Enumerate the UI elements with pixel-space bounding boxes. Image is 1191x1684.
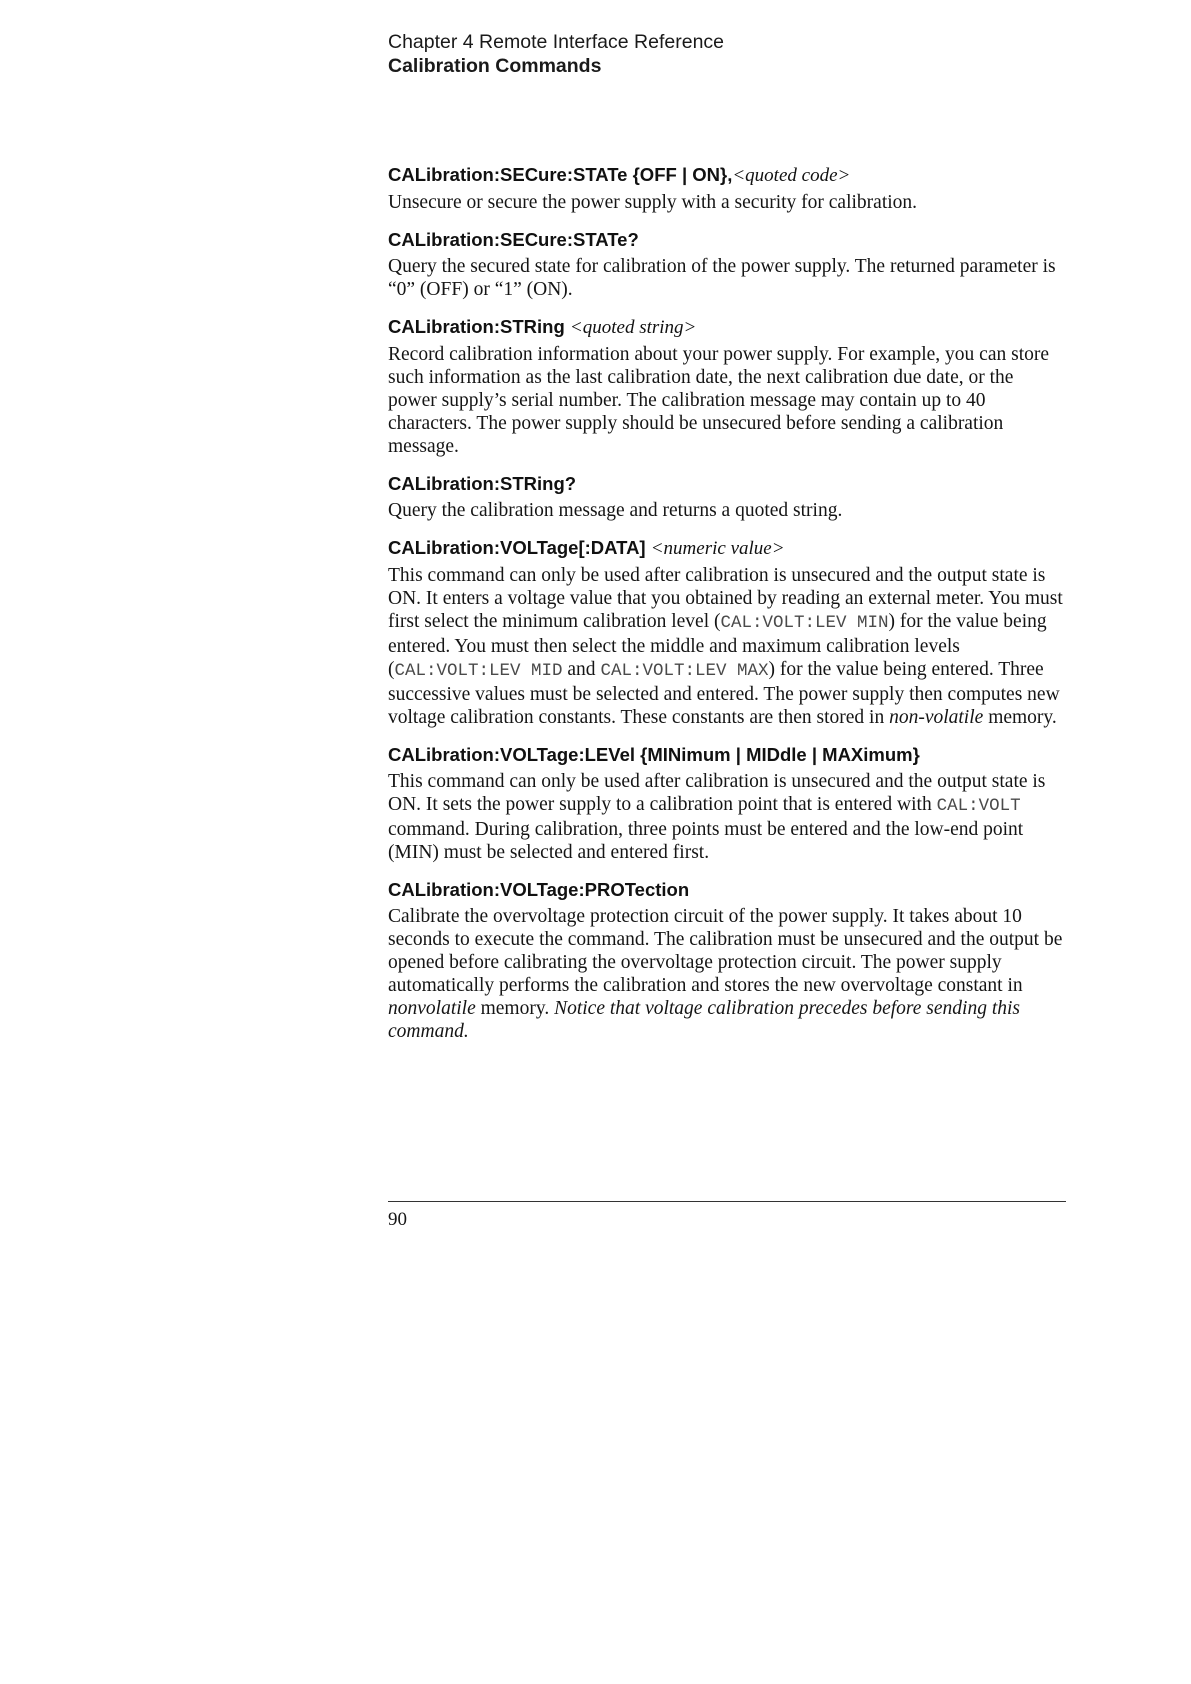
command-name: CALibration:STRing? [388,473,577,494]
section-title: Calibration Commands [388,55,602,77]
description-text: ) for the value being entered. Three successive values must be selected and entered. The power supply then computes new voltage calibration constants. These constants are then stored in [388,659,1060,728]
command-parameter: <quoted code> [732,165,851,186]
command-syntax [388,536,1066,561]
description-text: memory. [983,707,1057,728]
description-text: ) for the value being entered. You must then select the middle and maximum calibration levels ( [388,611,1047,680]
command-syntax [388,315,1066,340]
command-description [388,905,1066,1043]
command-list [388,163,1066,1057]
code-snippet: CAL:VOLT:LEV MIN [720,613,889,633]
command-description: Query the secured state for calibration of the power supply. The returned parameter is “0” (OFF) or “1” (ON). [388,256,1056,300]
description-text: command. During calibration, three points must be entered and the low-end point (MIN) must be selected and entered first. [388,819,1024,863]
command-description [388,770,1066,864]
command-description: Query the calibration message and returns a quoted string. [388,500,843,521]
command-parameter: <numeric value> [650,538,785,559]
command-parameter: <quoted string> [569,317,697,338]
emphasis-text: non-volatile [889,707,984,728]
page-number: 90 [388,1209,407,1230]
command-description: Record calibration information about your power supply. For example, you can store such information as the last calibration date, the next calibration due date, or the power supply’s serial number. The calibration message may contain up to 40 characters. The power supply should be unsecured before sending a calibration message. [388,344,1050,457]
code-snippet: CAL:VOLT:LEV MAX [600,661,769,681]
chapter-title: Chapter 4 Remote Interface Reference [388,31,725,53]
description-text: This command can only be used after calibration is unsecured and the output state is ON. It enters a voltage value that you obtained by reading an external meter. You must first select the minimum calibration level ( [388,565,1063,632]
command-syntax [388,472,1066,496]
description-text: memory. [475,998,555,1019]
command-name: CALibration:VOLTage:LEVel {MINimum | MIDdle | MAXimum} [388,744,920,765]
command-entry-secure-state-query [388,228,1066,301]
description-text: Calibrate the overvoltage protection circuit of the power supply. It takes about 10 seconds to execute the command. The calibration must be unsecured and the output be opened before calibrating the overvoltage protection circuit. The power supply automatically performs the calibration and stores the new overvoltage constant in [388,906,1063,996]
running-header [388,30,724,78]
command-entry-voltage-data [388,536,1066,729]
command-name: CALibration:SECure:STATe? [388,229,639,250]
command-syntax [388,878,1066,902]
command-entry-voltage-protection [388,878,1066,1043]
command-entry-secure-state [388,163,1066,214]
command-entry-voltage-level [388,743,1066,864]
command-name: CALibration:VOLTage:PROTection [388,879,690,900]
command-entry-string-query [388,472,1066,522]
code-snippet: CAL:VOLT [936,796,1021,816]
command-name: CALibration:SECure:STATe {OFF | ON}, [388,164,733,185]
command-syntax [388,743,1066,767]
command-description [388,564,1066,729]
command-entry-string [388,315,1066,458]
footer-divider [388,1201,1066,1202]
command-syntax [388,228,1066,252]
description-text: This command can only be used after calibration is unsecured and the output state is ON. It sets the power supply to a calibration point that is entered with [388,771,1046,815]
command-name: CALibration:VOLTage[:DATA] [388,537,651,558]
emphasis-text: nonvolatile [388,998,476,1019]
command-description: Unsecure or secure the power supply with a security for calibration. [388,192,918,213]
command-syntax [388,163,1066,188]
emphasis-text: Notice that voltage calibration precedes before sending this command. [388,998,1021,1042]
code-snippet: CAL:VOLT:LEV MID [394,661,563,681]
description-text: and [562,659,601,680]
command-name: CALibration:STRing [388,316,570,337]
